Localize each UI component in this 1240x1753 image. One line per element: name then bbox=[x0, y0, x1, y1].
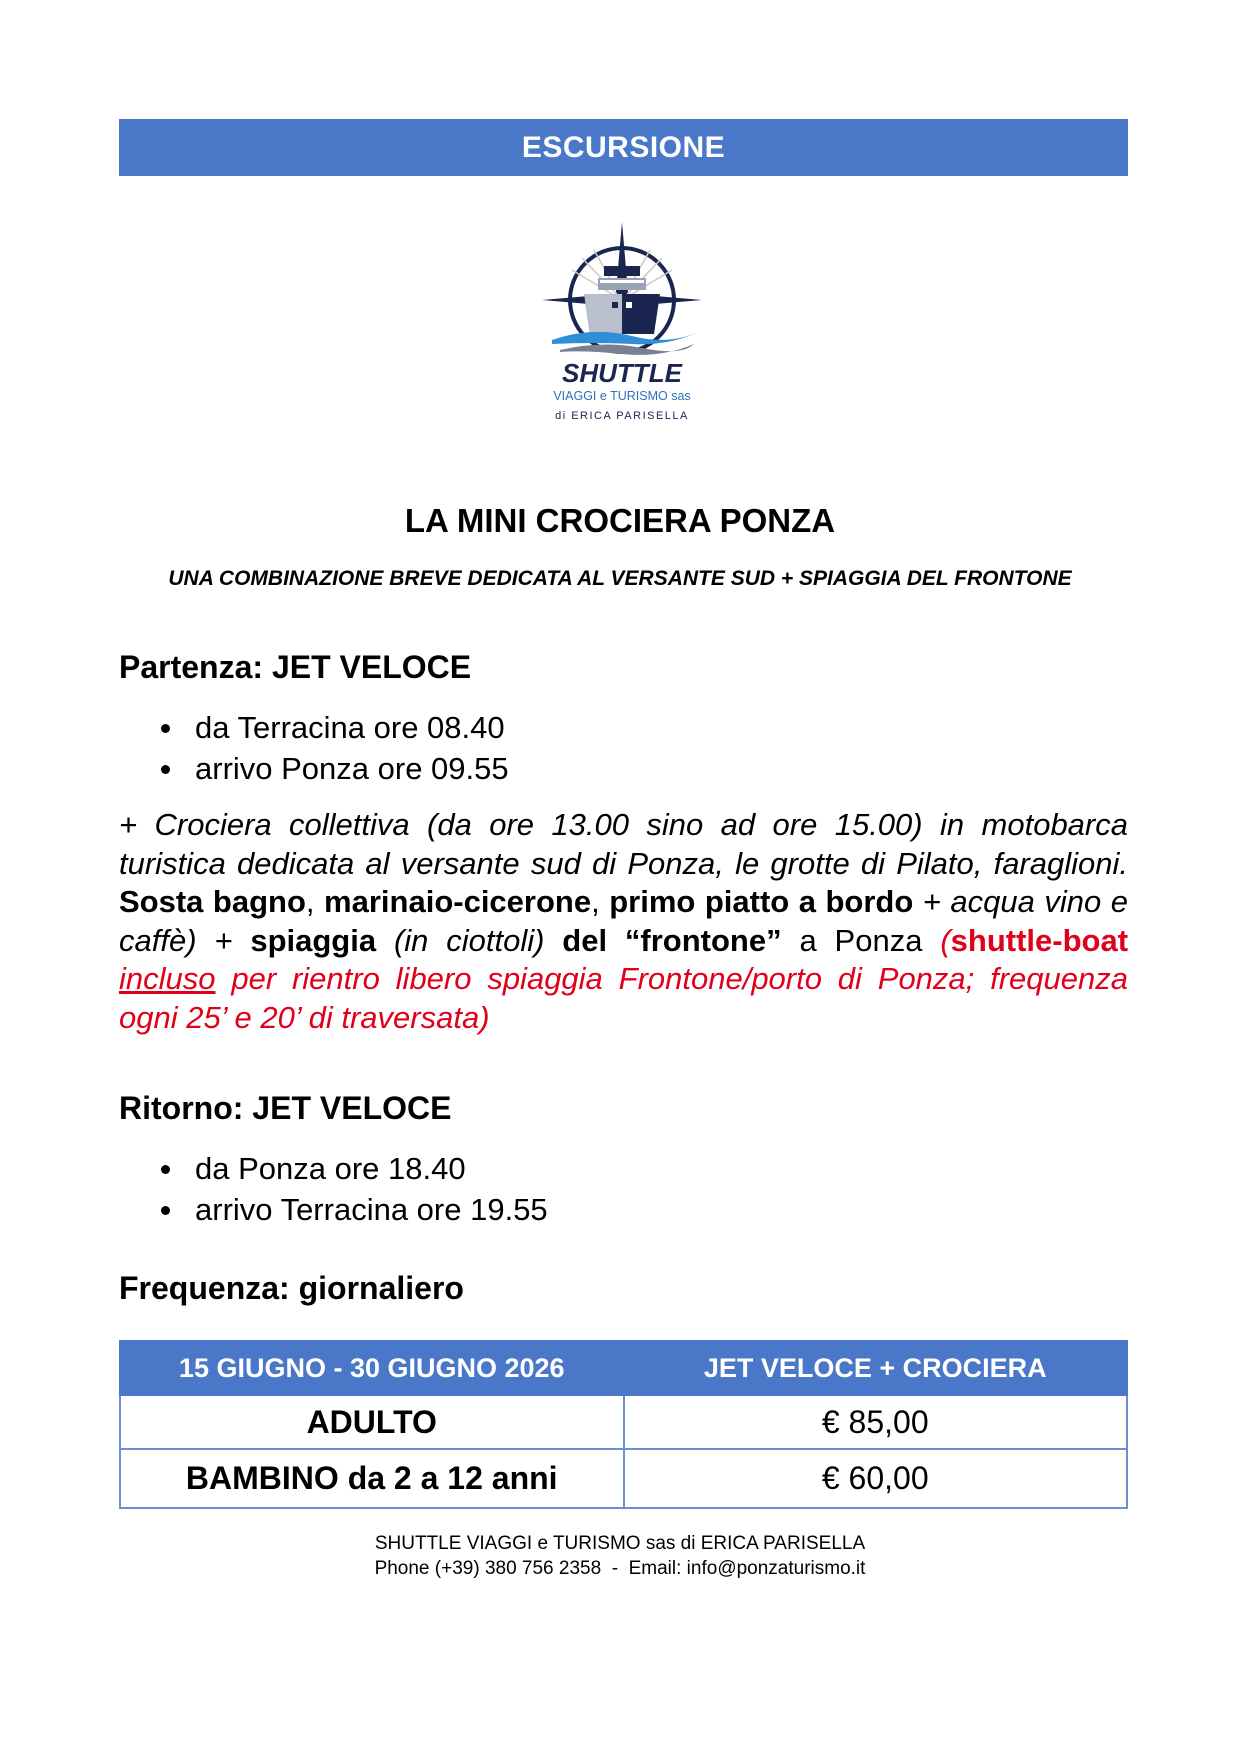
price-value: € 60,00 bbox=[624, 1449, 1128, 1508]
return-list bbox=[119, 1148, 548, 1230]
page-title: LA MINI CROCIERA PONZA bbox=[404, 502, 836, 539]
logo-tagline: VIAGGI e TURISMO sas bbox=[553, 389, 691, 403]
list-item: da Terracina ore 08.40 bbox=[119, 707, 509, 748]
departure-heading: Partenza: JET VELOCE bbox=[119, 649, 472, 685]
footer-contacts: Phone (+39) 380 756 2358 - Email: info@ponzaturismo.it bbox=[374, 1558, 866, 1579]
excursion-description: + Crociera collettiva (da ore 13.00 sino ad ore 15.00) in motobarca turistica dedicata al versante sud di Ponza, le grotte di Pilato, faraglioni. Sosta bagno, marinaio-cicerone, primo piatto a bordo + acqua vino e caffè) + spiaggia (in ciottoli) del “frontone” a Ponza (shuttle-boat incluso per rientro libero spiaggia Frontone/porto di Ponza; frequenza ogni 25’ e 20’ di traversata) bbox=[119, 807, 1129, 1035]
return-heading: Ritorno: JET VELOCE bbox=[119, 1090, 452, 1126]
logo-brand: SHUTTLE bbox=[562, 358, 682, 388]
logo-owner: di ERICA PARISELLA bbox=[555, 410, 689, 422]
banner-title: ESCURSIONE bbox=[521, 130, 726, 164]
table-row bbox=[120, 1449, 1127, 1508]
departure-list bbox=[119, 707, 509, 789]
header-banner bbox=[119, 119, 1128, 176]
price-table bbox=[119, 1340, 1128, 1509]
included-link: incluso bbox=[119, 961, 216, 997]
list-item: da Ponza ore 18.40 bbox=[119, 1148, 548, 1189]
footer bbox=[0, 1531, 1240, 1581]
price-label: BAMBINO da 2 a 12 anni bbox=[120, 1449, 624, 1508]
price-header-service: JET VELOCE + CROCIERA bbox=[624, 1341, 1128, 1395]
frequency-heading: Frequenza: giornaliero bbox=[119, 1270, 464, 1306]
price-label: ADULTO bbox=[120, 1395, 624, 1449]
list-item: arrivo Terracina ore 19.55 bbox=[119, 1189, 548, 1230]
page-subtitle: UNA COMBINAZIONE BREVE DEDICATA AL VERSANTE SUD + SPIAGGIA DEL FRONTONE bbox=[168, 567, 1072, 590]
price-header-period: 15 GIUGNO - 30 GIUGNO 2026 bbox=[120, 1341, 624, 1395]
list-item: arrivo Ponza ore 09.55 bbox=[119, 748, 509, 789]
price-value: € 85,00 bbox=[624, 1395, 1128, 1449]
footer-company: SHUTTLE VIAGGI e TURISMO sas di ERICA PARISELLA bbox=[374, 1533, 866, 1554]
shuttle-logo bbox=[512, 222, 732, 447]
table-row bbox=[120, 1395, 1127, 1449]
